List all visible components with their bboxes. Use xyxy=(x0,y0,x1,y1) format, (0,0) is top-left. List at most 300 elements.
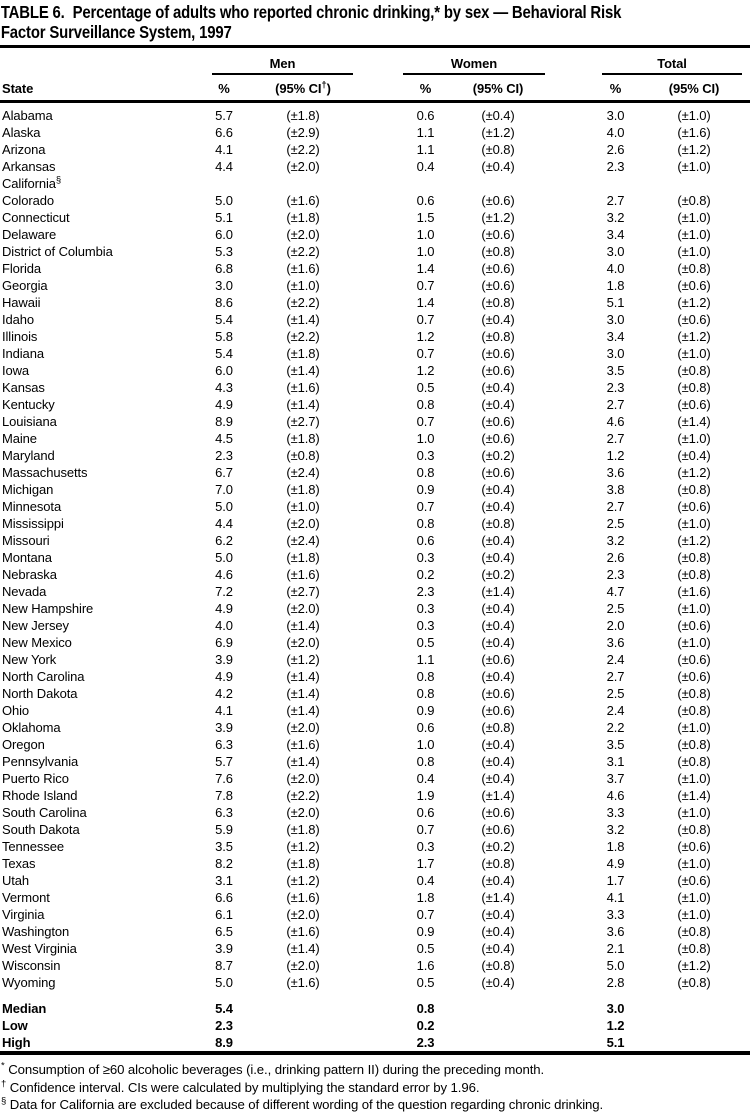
women-pct-cell: 0.3 xyxy=(416,550,435,565)
table-row xyxy=(0,838,750,855)
spacer-cell xyxy=(548,175,593,192)
total-ci-cell: (±0.4) xyxy=(677,448,711,463)
total-ci-cell: (±1.2) xyxy=(677,142,711,157)
table-row xyxy=(0,209,750,226)
state-cell: Michigan xyxy=(2,482,54,497)
total-ci-cell: (±1.2) xyxy=(677,329,711,344)
total-pct-cell: 3.4 xyxy=(606,329,625,344)
men-pct-cell: 6.0 xyxy=(215,227,233,242)
women-ci-cell: (±0.6) xyxy=(481,703,515,718)
women-ci-cell: (±0.6) xyxy=(481,227,515,242)
women-pct-cell: 0.7 xyxy=(416,822,435,837)
spacer-cell xyxy=(548,855,593,872)
table-row xyxy=(0,430,750,447)
spacer-cell xyxy=(548,600,593,617)
women-pct-cell: 0.7 xyxy=(416,278,435,293)
total-ci-cell: (±1.0) xyxy=(677,907,711,922)
table-row xyxy=(0,957,750,974)
total-pct-cell: 5.0 xyxy=(606,958,625,973)
total-ci-cell: (±0.6) xyxy=(677,873,711,888)
women-ci-cell: (±0.6) xyxy=(481,431,515,446)
women-ci-cell: (±0.4) xyxy=(481,108,515,123)
total-pct-cell: 3.4 xyxy=(606,227,625,242)
table-row xyxy=(0,753,750,770)
footnotes xyxy=(1,1061,750,1114)
women-pct-cell: 0.3 xyxy=(416,618,435,633)
women-ci-cell: (±0.2) xyxy=(481,448,515,463)
spacer-cell xyxy=(548,192,593,209)
men-pct-cell: 4.9 xyxy=(215,601,233,616)
women-ci-cell: (±0.4) xyxy=(481,397,515,412)
women-pct-cell: 1.0 xyxy=(416,737,435,752)
total-pct-cell: 2.7 xyxy=(606,669,625,684)
spacer-cell xyxy=(358,974,403,991)
men-ci-cell: (±1.6) xyxy=(286,380,320,395)
table-row xyxy=(0,600,750,617)
total-pct-cell: 4.6 xyxy=(606,414,625,429)
women-ci-cell: (±0.4) xyxy=(481,771,515,786)
men-ci-cell: (±1.8) xyxy=(286,431,320,446)
footnote xyxy=(1,1096,750,1114)
women-pct-cell: 0.8 xyxy=(416,669,435,684)
men-ci-cell: (±2.7) xyxy=(286,584,320,599)
women-pct-cell: 0.6 xyxy=(416,108,435,123)
state-cell: Delaware xyxy=(2,227,57,242)
state-cell: South Carolina xyxy=(2,805,87,820)
state-cell: Indiana xyxy=(2,346,44,361)
women-pct-cell: 0.7 xyxy=(416,346,435,361)
total-pct-cell: 3.3 xyxy=(606,805,625,820)
women-ci-cell: (±1.2) xyxy=(481,125,515,140)
women-pct-cell: 1.2 xyxy=(416,363,435,378)
men-pct-cell: 5.7 xyxy=(215,754,233,769)
state-footnote-marker: § xyxy=(55,174,62,186)
table-row xyxy=(0,770,750,787)
state-cell: North Dakota xyxy=(2,686,78,701)
men-pct-cell: 3.9 xyxy=(215,652,233,667)
women-ci-cell: (±0.4) xyxy=(481,380,515,395)
men-ci-cell: (±1.8) xyxy=(286,550,320,565)
men-ci-cell: (±1.4) xyxy=(286,312,320,327)
men-ci-cell: (±1.6) xyxy=(286,975,320,990)
summary-row xyxy=(0,1034,750,1053)
state-cell: Rhode Island xyxy=(2,788,78,803)
men-ci-cell: (±1.4) xyxy=(286,669,320,684)
women-ci-cell: (±0.6) xyxy=(481,261,515,276)
men-pct-cell: 5.8 xyxy=(215,329,233,344)
state-cell: Puerto Rico xyxy=(2,771,69,786)
total-ci-cell: (±1.2) xyxy=(677,465,711,480)
spacer-cell xyxy=(358,855,403,872)
total-pct-cell: 3.0 xyxy=(606,108,625,123)
state-cell: Nevada xyxy=(2,584,47,599)
table-row xyxy=(0,634,750,651)
women-ci-cell: (±0.4) xyxy=(481,499,515,514)
men-pct-cell xyxy=(200,175,248,192)
women-pct-cell: 1.4 xyxy=(416,295,435,310)
total-ci-cell: (±1.0) xyxy=(677,601,711,616)
total-ci-cell: (±0.8) xyxy=(677,754,711,769)
total-group-header xyxy=(593,47,750,75)
spacer-cell xyxy=(358,991,403,1017)
spacer-cell xyxy=(358,566,403,583)
spacer-cell xyxy=(548,685,593,702)
spacer-cell xyxy=(548,889,593,906)
women-pct-cell: 1.8 xyxy=(416,890,435,905)
table-row xyxy=(0,804,750,821)
spacer-cell xyxy=(358,753,403,770)
men-pct-cell: 7.6 xyxy=(215,771,233,786)
women-pct-cell: 0.7 xyxy=(416,312,435,327)
spacer-cell xyxy=(548,464,593,481)
women-pct-cell: 0.8 xyxy=(416,754,435,769)
men-ci-cell: (±2.0) xyxy=(286,771,320,786)
total-ci-cell: (±1.2) xyxy=(677,958,711,973)
spacer-cell xyxy=(548,47,593,75)
spacer-cell xyxy=(638,1017,750,1034)
state-cell: Kentucky xyxy=(2,397,55,412)
spacer-cell xyxy=(548,838,593,855)
total-pct-cell: 4.0 xyxy=(606,261,625,276)
state-cell: Maine xyxy=(2,431,37,446)
table-row xyxy=(0,447,750,464)
women-ci-cell: (±0.4) xyxy=(481,550,515,565)
total-pct-cell: 3.7 xyxy=(606,771,625,786)
men-group-label: Men xyxy=(212,56,353,75)
group-header-row xyxy=(0,47,750,75)
spacer-cell xyxy=(548,515,593,532)
spacer-cell xyxy=(548,1034,593,1053)
women-ci-cell: (±1.4) xyxy=(481,890,515,905)
state-cell: New Mexico xyxy=(2,635,72,650)
women-pct-cell: 1.2 xyxy=(416,329,435,344)
men-ci-cell: (±1.8) xyxy=(286,482,320,497)
men-ci-header-close: ) xyxy=(326,81,331,96)
men-pct-cell: 7.0 xyxy=(215,482,233,497)
men-pct-cell: 4.1 xyxy=(215,142,233,157)
table-row xyxy=(0,685,750,702)
women-pct-cell: 0.8 xyxy=(416,397,435,412)
men-ci-cell: (±2.2) xyxy=(286,788,320,803)
total-ci-cell: (±1.0) xyxy=(677,856,711,871)
spacer-cell xyxy=(358,47,403,75)
spacer-cell xyxy=(548,991,593,1017)
women-ci-cell: (±0.6) xyxy=(481,363,515,378)
state-cell: North Carolina xyxy=(2,669,85,684)
women-pct-cell: 0.7 xyxy=(416,907,435,922)
spacer-cell xyxy=(548,787,593,804)
total-pct-cell: 2.5 xyxy=(606,601,625,616)
total-pct-cell: 2.7 xyxy=(606,397,625,412)
women-pct-cell: 1.1 xyxy=(416,142,435,157)
table-row xyxy=(0,940,750,957)
total-pct-cell: 2.7 xyxy=(606,193,625,208)
women-ci-cell: (±0.6) xyxy=(481,346,515,361)
women-ci-cell: (±0.4) xyxy=(481,635,515,650)
spacer-cell xyxy=(448,1034,548,1053)
men-pct-cell: 4.1 xyxy=(215,703,233,718)
men-pct-cell: 5.4 xyxy=(215,346,233,361)
women-ci-cell: (±0.6) xyxy=(481,278,515,293)
spacer-cell xyxy=(548,753,593,770)
spacer-cell xyxy=(358,124,403,141)
column-header-row xyxy=(0,75,750,102)
women-ci-cell: (±0.6) xyxy=(481,686,515,701)
women-ci-cell: (±0.4) xyxy=(481,754,515,769)
spacer-cell xyxy=(548,872,593,889)
men-ci-cell: (±1.4) xyxy=(286,941,320,956)
men-ci-cell: (±1.6) xyxy=(286,924,320,939)
women-ci-cell: (±1.2) xyxy=(481,210,515,225)
men-ci-cell xyxy=(248,175,358,192)
state-cell: Oregon xyxy=(2,737,45,752)
men-ci-cell: (±1.6) xyxy=(286,567,320,582)
state-cell: Illinois xyxy=(2,329,38,344)
women-ci-cell: (±0.8) xyxy=(481,516,515,531)
spacer-cell xyxy=(358,668,403,685)
men-pct-cell: 6.7 xyxy=(215,465,233,480)
women-pct-cell: 0.6 xyxy=(416,193,435,208)
men-ci-cell: (±1.8) xyxy=(286,856,320,871)
spacer-cell xyxy=(358,379,403,396)
men-pct-cell: 5.0 xyxy=(215,193,233,208)
spacer-cell xyxy=(548,974,593,991)
total-pct-cell: 3.2 xyxy=(606,822,625,837)
women-ci-cell: (±0.4) xyxy=(481,975,515,990)
women-ci-header: (95% CI) xyxy=(472,81,524,96)
total-ci-cell: (±1.6) xyxy=(677,125,711,140)
men-ci-cell: (±1.8) xyxy=(286,210,320,225)
total-pct-cell: 3.0 xyxy=(606,244,625,259)
women-pct-cell: 0.6 xyxy=(416,533,435,548)
state-cell: Tennessee xyxy=(2,839,64,854)
table-row xyxy=(0,821,750,838)
total-pct-cell: 4.9 xyxy=(606,856,625,871)
spacer-cell xyxy=(548,651,593,668)
women-ci-cell xyxy=(448,175,548,192)
total-ci-header: (95% CI) xyxy=(668,81,720,96)
total-ci-cell: (±0.8) xyxy=(677,703,711,718)
men-ci-cell: (±1.4) xyxy=(286,754,320,769)
total-ci-cell: (±1.0) xyxy=(677,346,711,361)
total-ci-cell: (±0.6) xyxy=(677,618,711,633)
men-pct-cell: 6.0 xyxy=(215,363,233,378)
table-row xyxy=(0,413,750,430)
table-row xyxy=(0,124,750,141)
women-pct-cell: 0.9 xyxy=(416,703,435,718)
men-ci-cell: (±1.2) xyxy=(286,873,320,888)
total-ci-cell: (±1.6) xyxy=(677,584,711,599)
women-pct-cell: 1.0 xyxy=(416,431,435,446)
men-ci-cell: (±1.4) xyxy=(286,397,320,412)
women-ci-cell: (±0.4) xyxy=(481,482,515,497)
total-ci-cell: (±1.0) xyxy=(677,635,711,650)
men-ci-cell: (±2.2) xyxy=(286,329,320,344)
table-title-line1: TABLE 6. Percentage of adults who reported chronic drinking,* by sex — Behavioral Risk xyxy=(0,2,622,22)
spacer-cell xyxy=(548,668,593,685)
men-pct-cell: 4.0 xyxy=(215,618,233,633)
spacer-cell xyxy=(448,991,548,1017)
men-pct-cell: 4.4 xyxy=(215,516,233,531)
state-cell: South Dakota xyxy=(2,822,80,837)
table-row xyxy=(0,787,750,804)
spacer-cell xyxy=(358,957,403,974)
table-row xyxy=(0,311,750,328)
spacer-cell xyxy=(358,634,403,651)
men-pct-cell: 5.0 xyxy=(215,499,233,514)
men-pct-cell: 2.3 xyxy=(215,448,233,463)
total-ci-cell: (±0.8) xyxy=(677,193,711,208)
spacer-cell xyxy=(358,702,403,719)
footnote xyxy=(1,1079,750,1097)
men-pct-cell: 5.9 xyxy=(215,822,233,837)
table-row xyxy=(0,923,750,940)
men-pct-cell: 6.1 xyxy=(215,907,233,922)
men-pct-cell: 5.1 xyxy=(215,210,233,225)
men-ci-cell: (±1.8) xyxy=(286,346,320,361)
men-ci-cell: (±1.8) xyxy=(286,822,320,837)
table-row xyxy=(0,226,750,243)
women-pct-cell: 2.3 xyxy=(416,1035,435,1050)
footnote-text: Consumption of ≥60 alcoholic beverages (i.e., drinking pattern II) during the preceding month. xyxy=(8,1062,545,1077)
men-pct-cell: 5.7 xyxy=(215,108,233,123)
total-pct-cell: 2.2 xyxy=(606,720,625,735)
spacer-cell xyxy=(358,158,403,175)
men-ci-cell: (±2.0) xyxy=(286,958,320,973)
women-ci-cell: (±0.4) xyxy=(481,669,515,684)
table-row xyxy=(0,328,750,345)
men-ci-header xyxy=(248,75,358,102)
total-ci-cell: (±0.6) xyxy=(677,397,711,412)
table-row xyxy=(0,141,750,158)
total-ci-cell: (±1.0) xyxy=(677,159,711,174)
state-header-spacer xyxy=(0,47,200,75)
spacer-cell xyxy=(358,430,403,447)
state-cell: Idaho xyxy=(2,312,35,327)
total-pct-cell: 2.7 xyxy=(606,499,625,514)
spacer-cell xyxy=(548,906,593,923)
men-pct-cell: 5.0 xyxy=(215,550,233,565)
total-ci-cell: (±0.6) xyxy=(677,312,711,327)
women-pct-cell: 0.8 xyxy=(416,465,435,480)
women-pct-cell: 0.5 xyxy=(416,380,435,395)
spacer-cell xyxy=(548,957,593,974)
women-pct-cell: 1.5 xyxy=(416,210,435,225)
spacer-cell xyxy=(248,1034,358,1053)
spacer-cell xyxy=(548,260,593,277)
table-row xyxy=(0,379,750,396)
total-ci-cell: (±1.0) xyxy=(677,108,711,123)
state-cell: Arkansas xyxy=(2,159,56,174)
state-cell: Vermont xyxy=(2,890,50,905)
total-ci-cell: (±0.6) xyxy=(677,278,711,293)
women-pct-cell: 0.5 xyxy=(416,941,435,956)
table-row xyxy=(0,855,750,872)
footnote-marker: † xyxy=(1,1078,7,1090)
spacer-cell xyxy=(448,1017,548,1034)
total-ci-cell: (±0.6) xyxy=(677,839,711,854)
table-row xyxy=(0,102,750,125)
total-pct-cell: 3.1 xyxy=(606,754,625,769)
spacer-cell xyxy=(548,549,593,566)
total-ci-cell: (±0.8) xyxy=(677,261,711,276)
men-ci-cell: (±2.0) xyxy=(286,227,320,242)
men-ci-cell: (±1.4) xyxy=(286,618,320,633)
table-row xyxy=(0,277,750,294)
women-ci-cell: (±1.4) xyxy=(481,788,515,803)
men-pct-cell: 4.9 xyxy=(215,669,233,684)
summary-row xyxy=(0,1017,750,1034)
women-pct-cell: 0.8 xyxy=(416,516,435,531)
spacer-cell xyxy=(548,294,593,311)
spacer-cell xyxy=(358,872,403,889)
women-pct-cell: 1.0 xyxy=(416,227,435,242)
table-row xyxy=(0,175,750,192)
spacer-cell xyxy=(358,362,403,379)
men-ci-cell: (±1.0) xyxy=(286,278,320,293)
spacer-cell xyxy=(358,481,403,498)
table-row xyxy=(0,192,750,209)
spacer-cell xyxy=(358,447,403,464)
spacer-cell xyxy=(548,566,593,583)
men-ci-cell: (±2.4) xyxy=(286,465,320,480)
men-ci-cell: (±2.0) xyxy=(286,720,320,735)
total-ci-cell: (±0.8) xyxy=(677,822,711,837)
state-cell: Minnesota xyxy=(2,499,62,514)
men-ci-cell: (±1.6) xyxy=(286,890,320,905)
men-ci-cell: (±2.0) xyxy=(286,907,320,922)
chronic-drinking-table xyxy=(0,45,750,1055)
men-ci-cell: (±2.0) xyxy=(286,805,320,820)
spacer-cell xyxy=(358,549,403,566)
spacer-cell xyxy=(548,379,593,396)
spacer-cell xyxy=(548,770,593,787)
spacer-cell xyxy=(358,396,403,413)
women-group-header xyxy=(403,47,548,75)
women-pct-cell: 0.8 xyxy=(416,1001,435,1016)
state-cell: Virginia xyxy=(2,907,45,922)
men-pct-cell: 5.4 xyxy=(215,1001,233,1016)
spacer-cell xyxy=(548,532,593,549)
spacer-cell xyxy=(548,719,593,736)
men-pct-cell: 3.0 xyxy=(215,278,233,293)
women-pct-cell: 0.2 xyxy=(416,567,435,582)
women-ci-cell: (±0.6) xyxy=(481,414,515,429)
table-row xyxy=(0,583,750,600)
men-ci-header-text: (95% CI xyxy=(275,81,322,96)
total-pct-cell: 2.0 xyxy=(606,618,625,633)
spacer-cell xyxy=(548,498,593,515)
state-cell: New Hampshire xyxy=(2,601,94,616)
men-ci-cell: (±2.2) xyxy=(286,295,320,310)
footnote-text: Data for California are excluded because of different wording of the question regarding chronic drinking. xyxy=(9,1097,604,1112)
state-cell: Louisiana xyxy=(2,414,57,429)
women-pct-cell: 0.9 xyxy=(416,924,435,939)
total-ci-cell: (±0.8) xyxy=(677,550,711,565)
spacer-cell xyxy=(638,991,750,1017)
men-ci-cell: (±2.2) xyxy=(286,142,320,157)
total-pct-cell: 2.7 xyxy=(606,431,625,446)
spacer-cell xyxy=(358,583,403,600)
women-ci-cell: (±0.4) xyxy=(481,533,515,548)
total-pct-cell: 3.5 xyxy=(606,737,625,752)
table-row xyxy=(0,294,750,311)
spacer-cell xyxy=(358,719,403,736)
total-pct-cell: 2.1 xyxy=(606,941,625,956)
state-cell: Maryland xyxy=(2,448,55,463)
total-pct-cell: 3.0 xyxy=(606,346,625,361)
women-ci-cell: (±0.6) xyxy=(481,652,515,667)
